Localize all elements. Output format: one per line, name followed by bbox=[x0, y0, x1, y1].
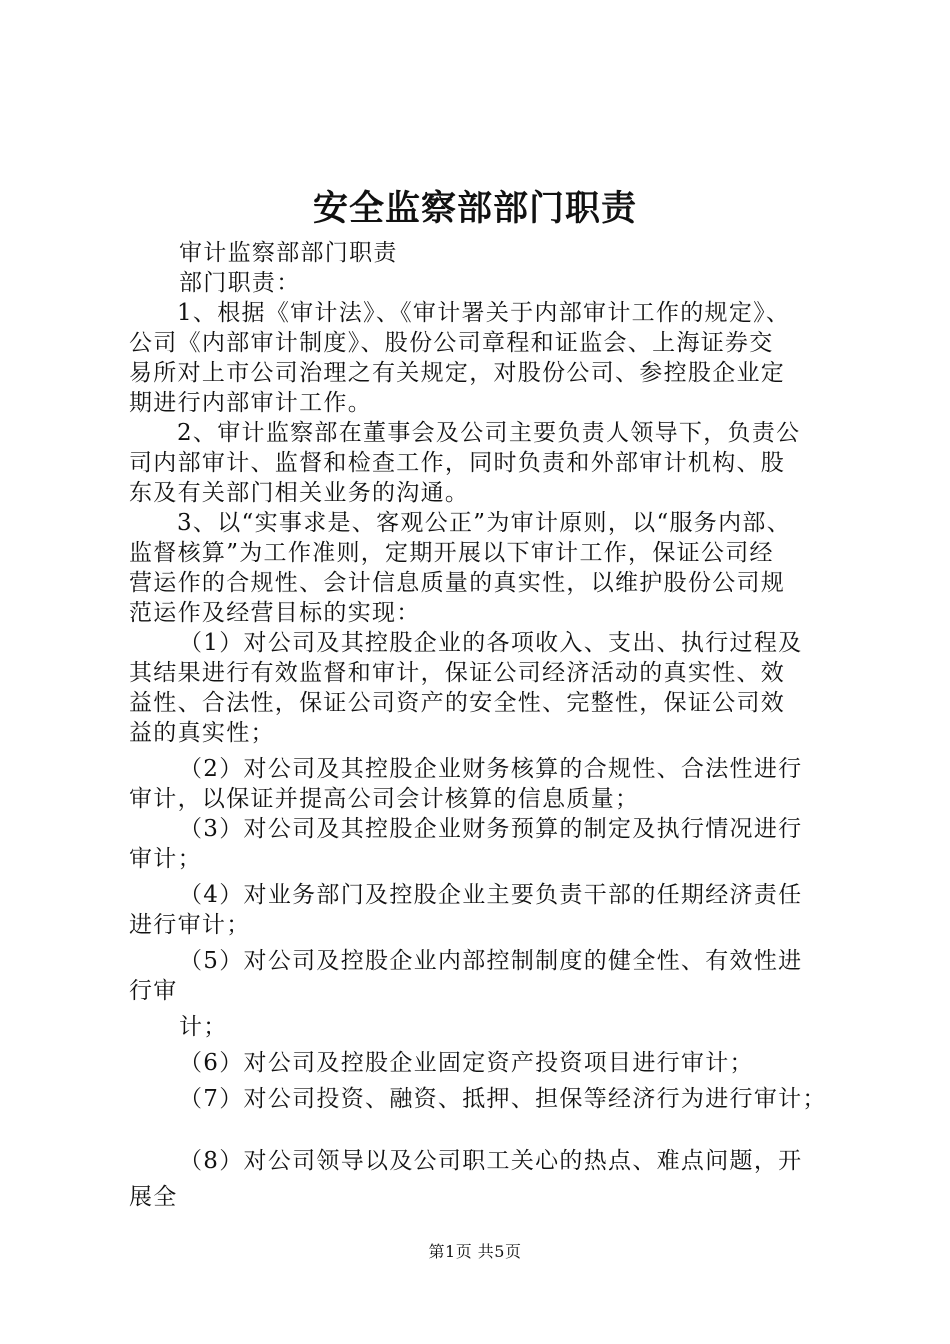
paragraph-line: （6）对公司及控股企业固定资产投资项目进行审计； bbox=[179, 1050, 754, 1076]
paragraph-line: （2）对公司及其控股企业财务核算的合规性、合法性进行 bbox=[179, 756, 803, 782]
paragraph-line: （5）对公司及控股企业内部控制制度的健全性、有效性进 bbox=[179, 948, 803, 974]
paragraph-line: 监督核算”为工作准则，定期开展以下审计工作，保证公司经 bbox=[129, 540, 774, 566]
paragraph-line: 益的真实性； bbox=[129, 720, 275, 746]
paragraph-line: 部门职责： bbox=[179, 270, 301, 296]
paragraph-line: 行审 bbox=[129, 978, 178, 1004]
paragraph-line: 审计； bbox=[129, 846, 202, 872]
paragraph-line: 益性、合法性，保证公司资产的安全性、完整性，保证公司效 bbox=[129, 690, 786, 716]
document-body bbox=[129, 238, 841, 1212]
paragraph-line: 东及有关部门相关业务的沟通。 bbox=[129, 480, 470, 506]
paragraph-line: （4）对业务部门及控股企业主要负责干部的任期经济责任 bbox=[179, 882, 803, 908]
page-footer: 第1页 共5页 bbox=[428, 1242, 522, 1261]
paragraph-line: （8）对公司领导以及公司职工关心的热点、难点问题，开 bbox=[179, 1148, 803, 1174]
paragraph-line: 2、审计监察部在董事会及公司主要负责人领导下，负责公 bbox=[177, 420, 801, 446]
paragraph-line: 3、以“实事求是、客观公正”为审计原则，以“服务内部、 bbox=[177, 510, 792, 536]
paragraph-line: 司内部审计、监督和检查工作，同时负责和外部审计机构、股 bbox=[129, 450, 786, 476]
paragraph-line: （3）对公司及其控股企业财务预算的制定及执行情况进行 bbox=[179, 816, 803, 842]
document-title: 安全监察部部门职责 bbox=[312, 188, 637, 229]
paragraph-line: 期进行内部审计工作。 bbox=[129, 390, 372, 416]
paragraph-line: （1）对公司及其控股企业的各项收入、支出、执行过程及 bbox=[179, 630, 803, 656]
paragraph-line: 公司《内部审计制度》、股份公司章程和证监会、上海证券交 bbox=[129, 330, 774, 356]
paragraph-line: 易所对上市公司治理之有关规定，对股份公司、参控股企业定 bbox=[129, 360, 786, 386]
paragraph-line: 1、根据《审计法》、《审计署关于内部审计工作的规定》、 bbox=[177, 300, 791, 326]
paragraph-line: 展全 bbox=[129, 1184, 178, 1210]
paragraph-line: 进行审计； bbox=[129, 912, 251, 938]
paragraph-line: 计； bbox=[179, 1014, 228, 1040]
paragraph-line: 审计监察部部门职责 bbox=[179, 240, 398, 266]
paragraph-line: 范运作及经营目标的实现： bbox=[129, 600, 421, 626]
paragraph-line: 营运作的合规性、会计信息质量的真实性，以维护股份公司规 bbox=[129, 570, 786, 596]
paragraph-line: （7）对公司投资、融资、抵押、担保等经济行为进行审计； bbox=[179, 1086, 827, 1112]
paragraph-line: 审计，以保证并提高公司会计核算的信息质量； bbox=[129, 786, 640, 812]
paragraph-line: 其结果进行有效监督和审计，保证公司经济活动的真实性、效 bbox=[129, 660, 786, 686]
